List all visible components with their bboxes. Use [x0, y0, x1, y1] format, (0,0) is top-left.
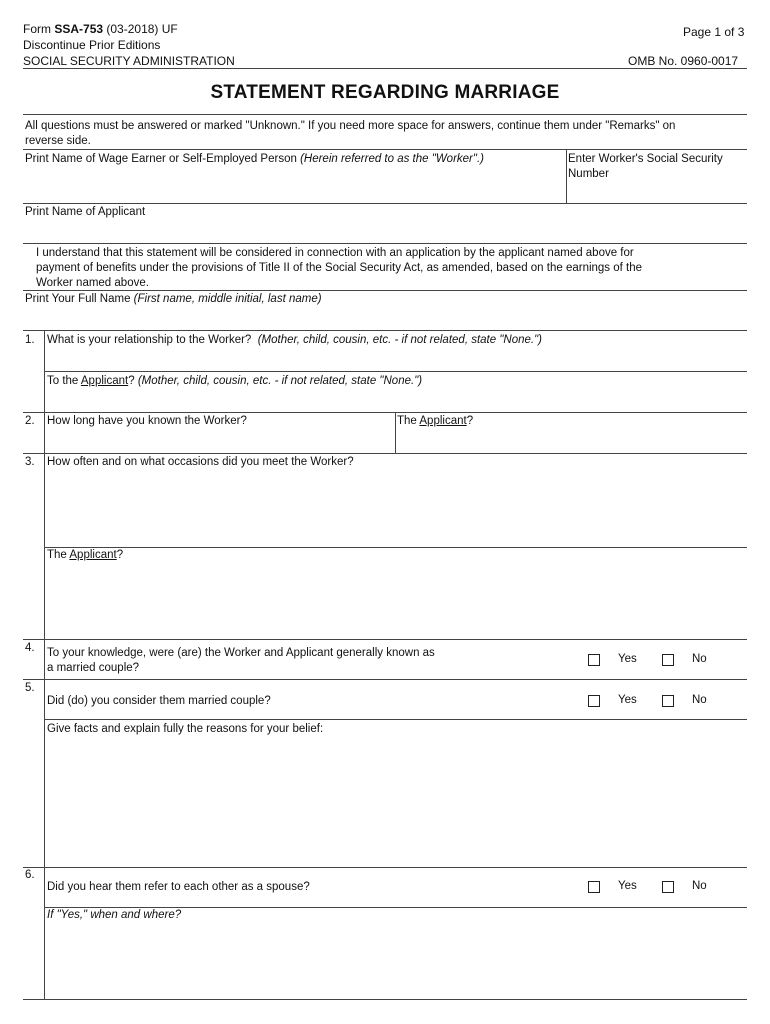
q5-no-label: No: [692, 694, 707, 706]
worker-name-label: [25, 152, 484, 166]
q4-no-label: No: [692, 653, 707, 665]
rule-q1a: [44, 371, 747, 372]
q6-followup-label: If "Yes," when and where?: [47, 909, 182, 921]
q4-text-2: a married couple?: [47, 662, 140, 674]
instructions-line-2: reverse side.: [25, 135, 91, 147]
full-name-note: (First name, middle initial, last name): [133, 293, 322, 305]
question-number-divider: [44, 330, 45, 1000]
rule-instructions: [23, 149, 747, 150]
q1-text: What is your relationship to the Worker?: [47, 334, 252, 346]
q1-sub-applicant: Applicant: [80, 375, 129, 387]
q6-yes-label: Yes: [618, 880, 637, 892]
q5-yes-checkbox[interactable]: [588, 695, 600, 707]
omb-number: OMB No. 0960-0017: [628, 54, 739, 68]
q3-sub-prefix: The: [47, 549, 70, 561]
applicant-name-field[interactable]: [24, 220, 746, 242]
worker-name-field[interactable]: [24, 166, 564, 202]
q3-worker-answer[interactable]: [46, 470, 746, 545]
ssn-divider: [566, 149, 567, 204]
q2-number: 2.: [25, 415, 35, 427]
q4-no-checkbox[interactable]: [662, 654, 674, 666]
header-rule: [23, 68, 747, 69]
q1-label: [47, 333, 542, 347]
worker-name-note: (Herein referred to as the "Worker".): [300, 153, 484, 165]
applicant-name-label: Print Name of Applicant: [25, 206, 146, 218]
q1-note: (Mother, child, cousin, etc. - if not related, state "None."): [257, 334, 543, 346]
agency-name: SOCIAL SECURITY ADMINISTRATION: [23, 54, 235, 68]
q1-sub-suffix: ?: [128, 375, 135, 387]
page-number: Page 1 of 3: [683, 25, 745, 39]
q2-sub-suffix: ?: [466, 415, 474, 427]
q5-facts-label: Give facts and explain fully the reasons for your belief:: [47, 723, 324, 735]
full-name-field[interactable]: [24, 307, 746, 329]
form-prefix: Form: [23, 22, 55, 36]
q1-sub-prefix: To the: [47, 375, 81, 387]
rule-worker: [23, 203, 747, 204]
form-title: STATEMENT REGARDING MARRIAGE: [210, 82, 560, 103]
q5-number: 5.: [25, 682, 35, 694]
ssn-label-2: Number: [568, 168, 609, 180]
rule-q4: [23, 679, 747, 680]
q6-text: Did you hear them refer to each other as a spouse?: [47, 881, 310, 893]
understand-line-2: payment of benefits under the provisions of Title II of the Social Security Act, as amended, based on the earnings of the: [36, 262, 643, 274]
worker-name-label-text: Print Name of Wage Earner or Self-Employed Person: [25, 153, 297, 165]
form-number: [23, 22, 178, 36]
q3-sub-suffix: ?: [116, 549, 124, 561]
q1-sub-note: (Mother, child, cousin, etc. - if not related, state "None."): [137, 375, 423, 387]
full-name-label-text: Print Your Full Name: [25, 293, 131, 305]
q6-no-label: No: [692, 880, 707, 892]
q1-applicant-answer[interactable]: [46, 389, 746, 411]
q6-no-checkbox[interactable]: [662, 881, 674, 893]
rule-full-name: [23, 330, 747, 331]
q1-sub-label: [47, 374, 422, 388]
understand-line-3: Worker named above.: [36, 277, 149, 289]
q4-number: 4.: [25, 642, 35, 654]
rule-applicant: [23, 243, 747, 244]
q4-yes-label: Yes: [618, 653, 637, 665]
q6-number: 6.: [25, 869, 35, 881]
form-id: SSA-753: [54, 22, 104, 36]
q4-text-1: To your knowledge, were (are) the Worker and Applicant generally known as: [47, 647, 435, 659]
q2-sub-prefix: The: [397, 415, 420, 427]
q1-worker-answer[interactable]: [46, 348, 746, 370]
q6-yes-checkbox[interactable]: [588, 881, 600, 893]
rule-q1: [23, 412, 747, 413]
q2-worker-answer[interactable]: [46, 429, 394, 451]
q3-sub-applicant: Applicant: [69, 549, 117, 561]
q2-divider: [395, 412, 396, 453]
rule-q3: [23, 639, 747, 640]
full-name-label: [25, 292, 322, 306]
q5-yes-label: Yes: [618, 694, 637, 706]
q6-followup-answer[interactable]: [46, 923, 746, 997]
rule-understand: [23, 290, 747, 291]
q2-applicant-answer[interactable]: [397, 429, 746, 451]
worker-ssn-field[interactable]: [568, 182, 746, 202]
q3-number: 3.: [25, 456, 35, 468]
q2-sub-label: [397, 414, 473, 428]
instructions-line-1: All questions must be answered or marked "Unknown." If you need more space for answers, continue them under "Remarks" on: [25, 120, 676, 132]
q1-number: 1.: [25, 334, 35, 346]
q5-text: Did (do) you consider them married couple?: [47, 695, 271, 707]
q5-facts-answer[interactable]: [46, 737, 746, 865]
q3-text: How often and on what occasions did you meet the Worker?: [47, 456, 354, 468]
q2-text: How long have you known the Worker?: [47, 415, 247, 427]
rule-q6: [23, 999, 747, 1000]
q2-sub-applicant: Applicant: [419, 415, 467, 427]
understand-line-1: I understand that this statement will be considered in connection with an application by the applicant named above for: [36, 247, 634, 259]
rule-q5a: [44, 719, 747, 720]
q3-sub-label: [47, 548, 123, 562]
rule-q5: [23, 867, 747, 868]
q3-applicant-answer[interactable]: [46, 563, 746, 637]
form-date: (03-2018) UF: [103, 22, 178, 36]
title-rule: [23, 114, 747, 115]
q4-yes-checkbox[interactable]: [588, 654, 600, 666]
q5-no-checkbox[interactable]: [662, 695, 674, 707]
rule-q2: [23, 453, 747, 454]
discontinue-note: Discontinue Prior Editions: [23, 38, 161, 52]
rule-q3a: [44, 547, 747, 548]
ssn-label-1: Enter Worker's Social Security: [568, 153, 723, 165]
